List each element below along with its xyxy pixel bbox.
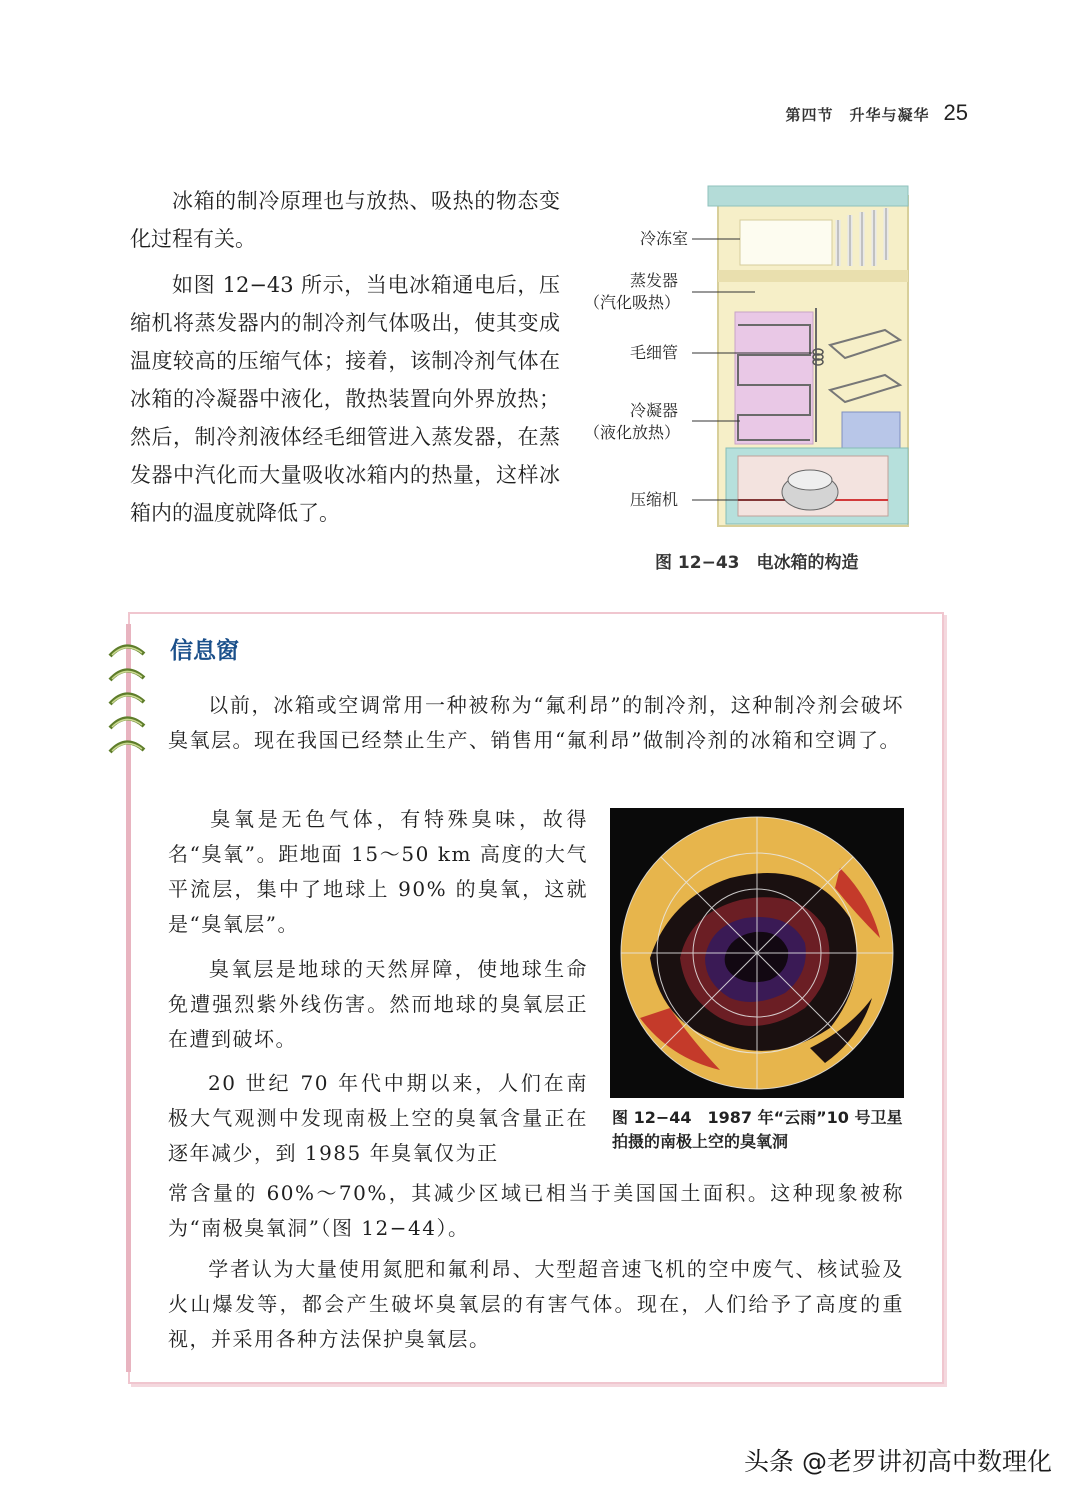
paragraph: 冰箱的制冷原理也与放热、吸热的物态变化过程有关。 [130, 189, 560, 251]
section-title: 第四节 升华与凝华 [785, 106, 930, 124]
page-number: 25 [943, 100, 968, 125]
spiral-binding-icon [104, 636, 154, 756]
compressor-label: 压缩机 [629, 490, 678, 509]
capillary-label: 毛细管 [629, 343, 678, 362]
ozone-figure-caption: 图 12−44 1987 年“云雨”10 号卫星拍摄的南极上空的臭氧洞 [612, 1108, 903, 1151]
main-text [130, 182, 560, 540]
evaporator-label: 蒸发器 [629, 271, 678, 290]
figure-caption: 图 12−43 电冰箱的构造 [655, 553, 859, 573]
ozone-hole-image [610, 808, 904, 1098]
condenser-label: 冷凝器 [629, 401, 678, 420]
paragraph: 如图 12−43 所示，当电冰箱通电后，压缩机将蒸发器内的制冷剂气体吸出，使其变成温度较高的压缩气体；接着，该制冷剂气体在冰箱的冷凝器中液化，散热装置向外界放热；然后，制冷剂液体经毛细管进入蒸发器，在蒸发器中汽化而大量吸收冰箱内的热量，这样冰箱内的温度就降低了。 [130, 273, 560, 525]
evaporator-note: （汽化吸热） [583, 293, 680, 312]
info-paragraph: 学者认为大量使用氮肥和氟利昂、大型超音速飞机的空中废气、核试验及火山爆发等，都会产生破坏臭氧层的有害气体。现在，人们给予了高度的重视，并采用各种方法保护臭氧层。 [168, 1257, 904, 1351]
info-paragraph: 臭氧层是地球的天然屏障，使地球生命免遭强烈紫外线伤害。然而地球的臭氧层正在遭到破坏。 [168, 957, 588, 1051]
watermark: 头条 @老罗讲初高中数理化 [744, 1447, 1052, 1476]
freezer-label: 冷冻室 [639, 229, 688, 248]
info-paragraph-continued: 常含量的 60%～70%，其减少区域已相当于美国国土面积。这种现象被称为“南极臭氧洞”（图 12−44）。 [168, 1181, 904, 1240]
page-header [786, 100, 969, 126]
info-paragraph: 以前，冰箱或空调常用一种被称为“氟利昂”的制冷剂，这种制冷剂会破坏臭氧层。现在我国已经禁止生产、销售用“氟利昂”做制冷剂的冰箱和空调了。 [168, 693, 904, 752]
refrigerator-diagram [580, 180, 940, 580]
condenser-note: （液化放热） [583, 423, 680, 442]
info-window-title: 信息窗 [170, 638, 239, 664]
info-paragraph: 20 世纪 70 年代中期以来，人们在南极大气观测中发现南极上空的臭氧含量正在逐年减少，到 1985 年臭氧仅为正 [168, 1071, 588, 1165]
info-paragraph: 臭氧是无色气体，有特殊臭味，故得名“臭氧”。距地面 15～50 km 高度的大气平流层，集中了地球上 90% 的臭氧，这就是“臭氧层”。 [168, 807, 588, 936]
